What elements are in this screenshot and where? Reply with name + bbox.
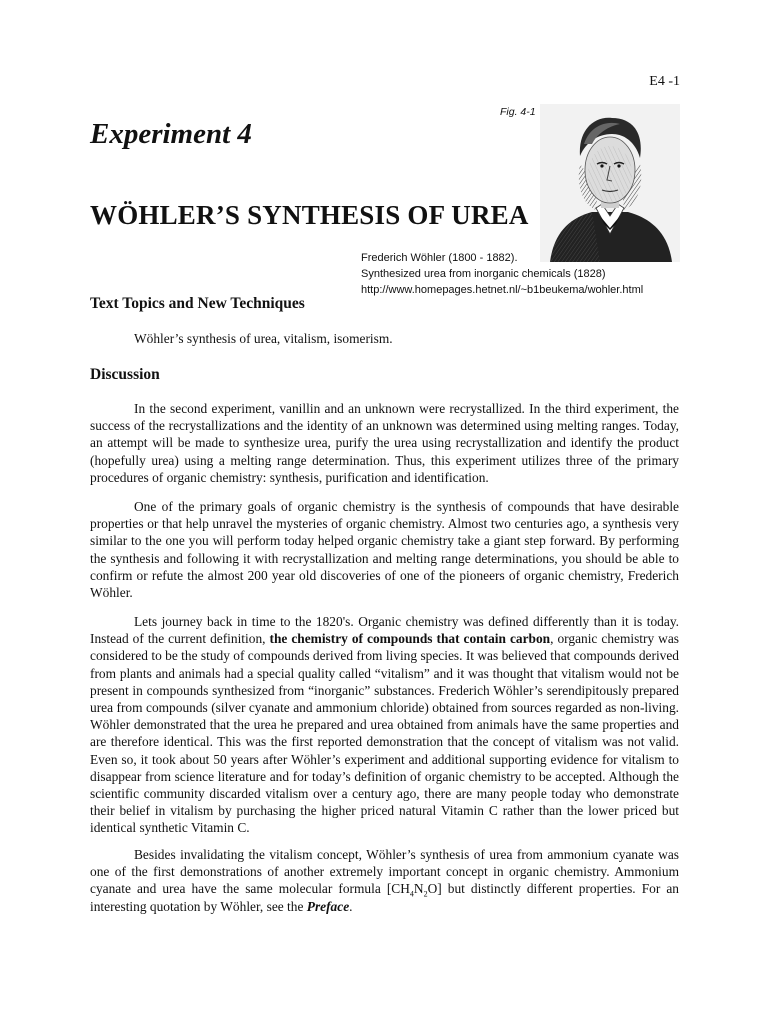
discussion-heading: Discussion: [90, 366, 160, 383]
caption-url: http://www.homepages.hetnet.nl/~b1beukema/wohler.html: [361, 284, 644, 296]
figure-label: Fig. 4-1: [500, 106, 536, 118]
subscript: 4: [409, 890, 414, 900]
paragraph-3-text-b: , organic chemistry was considered to be the study of compounds derived from living species. It was believed that compounds derived from plants and animals had a special quality called “vitalism” and it was thought that vitalism would not be present in compounds synthesized from “inorganic” substances. Frederich Wöhler’s serendipitously prepared urea from compounds (silver cyanate and ammonium chloride) obtained from sources regarded as non-living. Wöhler demonstrated that the urea he prepared and urea obtained from animals have the same properties and are therefore identical. This was the first reported demonstration that the concept of vitalism was not valid. Even so, it took about 50 years after Wöhler’s experiment and additional supporting evidence for vitalism to disappear from science literature and for today’s definition of organic chemistry to be accepted. Although the scientific community discarded vitalism over a century ago, there are many people today who demonstrate their belief in vitalism by purchasing the higher priced natural Vitamin C rather than the lower priced but identical synthetic Vitamin C.: [90, 631, 679, 836]
caption-line: Frederich Wöhler (1800 - 1882).: [361, 252, 518, 264]
paragraph-4-text-mid: N: [413, 881, 424, 897]
paragraph-4-text-mid: O] but distinctly different properties. For an interesting quotation by Wöhler, see the: [90, 881, 679, 914]
paragraph-2: One of the primary goals of organic chemistry is the synthesis of compounds that have desirable properties or that help unravel the mysteries of organic chemistry. Almost two centuries ago, a synthesis very similar to the one you will perform today helped organic chemistry take a giant step forward. By performing the synthesis and following it with recrystallization and melting range determinations, you should be able to confirm or refute the almost 200 year old discoveries of one of the pioneers of organic chemistry, Frederich Wöhler.: [90, 499, 679, 601]
page-number: E4 -1: [649, 74, 680, 89]
topics-text: Wöhler’s synthesis of urea, vitalism, isomerism.: [134, 331, 393, 346]
topics-heading: Text Topics and New Techniques: [90, 295, 305, 312]
paragraph-3-text-a: Lets journey back in time to the 1820's. Organic chemistry was defined differently than it is today. Instead of the current definition,: [90, 614, 679, 647]
experiment-title: Experiment 4: [90, 118, 252, 150]
paragraph-1: In the second experiment, vanillin and an unknown were recrystallized. In the third experiment, the success of the recrystallizations and the identity of an unknown was determined using melting ranges. Today, an attempt will be made to synthesize urea, purify the urea using recrystallization and identify the product (hopefully urea) using a melting range determination. Thus, this experiment utilizes three of the primary procedures of organic chemistry: synthesis, purification and identification.: [90, 401, 679, 485]
preface-reference: Preface: [306, 898, 350, 914]
paragraph-4-text-a: Besides invalidating the vitalism concept, Wöhler’s synthesis of urea from ammonium cyanate was one of the first demonstrations of another extremely important concept in organic chemistry. Ammonium cyanate and urea have the same molecular formula [CH: [90, 847, 679, 897]
caption-line: Synthesized urea from inorganic chemicals (1828): [361, 268, 606, 280]
paragraph-3: [90, 613, 679, 837]
portrait-image: [540, 104, 680, 262]
paragraph-3-bold: the chemistry of compounds that contain carbon: [269, 631, 551, 647]
paragraph-4: [90, 846, 679, 915]
paragraph-4-text-end: .: [349, 898, 353, 914]
page-title: WÖHLER’S SYNTHESIS OF UREA: [90, 200, 529, 230]
subscript: 2: [423, 890, 428, 900]
figure-caption: [361, 250, 681, 298]
